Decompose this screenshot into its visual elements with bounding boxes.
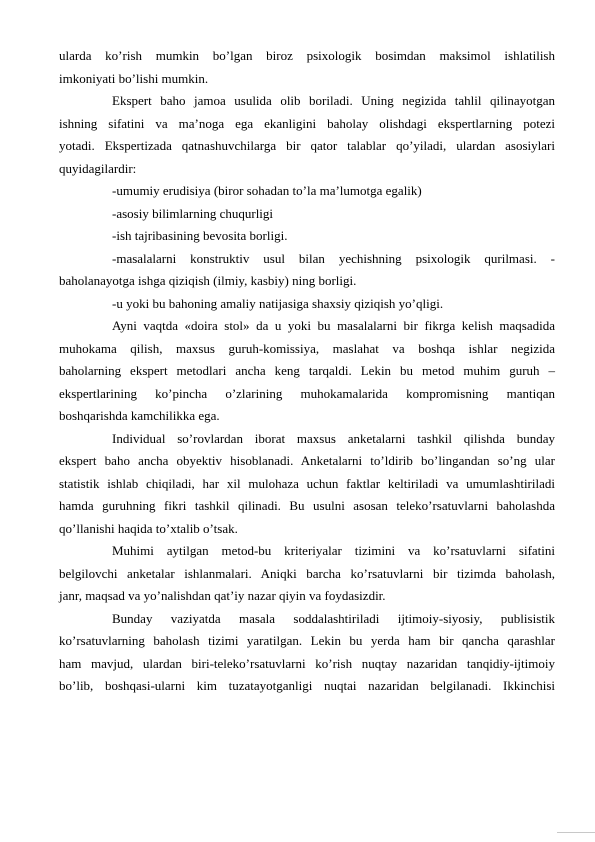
text-line: janr, maqsad va yo’nalishdan qat’iy nazar qiyin va foydasizdir. [59, 588, 386, 603]
text-line: qo’llanishi haqida to’xtalib o’tsak. [59, 520, 238, 536]
text-line: muhokama qilish, maxsus guruh-komissiya, maslahat va boshqa ishlar negizida [59, 340, 555, 356]
list-item: -umumiy erudisiya (biror sohadan to’la ma’lumotga egalik) [112, 183, 422, 198]
text-line: bo’lib, boshqasi-ularni kim tuzatayotganligi nuqtai nazaridan belgilanadi. Ikkinchisi [59, 678, 555, 693]
list-item: -asosiy bilimlarning chuqurligi [112, 205, 274, 221]
list-item: -ish tajribasining bevosita borligi. [112, 228, 288, 243]
text-line: baholarning ekspert metodlari ancha keng tarqaldi. Lekin bu metod muhim guruh – [59, 363, 555, 378]
text-line: baholanayotga ishga qiziqish (ilmiy, kasbiy) ning borligi. [59, 273, 357, 288]
text-line: ekspertlarining ko’pincha o’zlarining muhokamalarida kompromisning mantiqan [59, 385, 555, 401]
text-line: ularda ko’rish mumkin bo’lgan biroz psixologik bosimdan maksimol ishlatilish [59, 48, 555, 63]
paragraph-first-line: Ekspert baho jamoa usulida olib boriladi. Uning negizida tahlil qilinayotgan [112, 93, 555, 108]
text-line: boshqarishda kamchilikka ega. [59, 408, 220, 423]
text-line: ekspert baho ancha obyektiv hisoblanadi. Anketalarni to’ldirib bo’lingandan so’ng ular [59, 453, 555, 468]
text-line: ishning sifatini va ma’noga ega ekanligini baholay olishdagi ekspertlarning potezi [59, 115, 555, 131]
text-line: imkoniyati bo’lishi mumkin. [59, 70, 209, 86]
text-line: yotadi. Ekspertizada qatnashuvchilarga bir qator talablar qo’yiladi, ulardan asosiylari [59, 138, 555, 153]
paragraph-first-line: Ayni vaqtda «doira stol» da u yoki bu masalalarni bir fikrga kelish maqsadida [112, 318, 555, 333]
text-line: hamda guruhning fikri tashkil qilinadi. Bu usulni asosan teleko’rsatuvlarni baholashda [59, 498, 555, 513]
document-page [59, 45, 555, 698]
footer-divider [557, 832, 595, 833]
text-line: statistik ishlab chiqiladi, har xil mulohaza uchun faktlar keltiriladi va umumlashtiriladi [59, 475, 555, 491]
list-item: -masalalarni konstruktiv usul bilan yechishning psixologik qurilmasi. - [112, 250, 555, 266]
text-line: ko’rsatuvlarning baholash tizimi yaratilgan. Lekin bu yerda ham bir qancha qarashlar [59, 633, 555, 648]
paragraph-first-line: Muhimi aytilgan metod-bu kriteriyalar tizimini va ko’rsatuvlarni sifatini [112, 543, 555, 558]
text-line: ham mavjud, ulardan biri-teleko’rsatuvlarni ko’rish nuqtay nazaridan tanqidiy-ijtimoiy [59, 655, 555, 671]
text-line: belgilovchi anketalar ishlanmalari. Aniqki barcha ko’rsatuvlarni bir tizimda baholash, [59, 565, 555, 581]
paragraph-first-line: Individual so’rovlardan iborat maxsus anketalarni tashkil qilishda bunday [112, 430, 555, 446]
text-line: quyidagilardir: [59, 160, 137, 176]
list-item: -u yoki bu bahoning amaliy natijasiga shaxsiy qiziqish yo’qligi. [112, 295, 444, 311]
paragraph-first-line: Bunday vaziyatda masala soddalashtiriladi ijtimoiy-siyosiy, publisistik [112, 610, 555, 626]
